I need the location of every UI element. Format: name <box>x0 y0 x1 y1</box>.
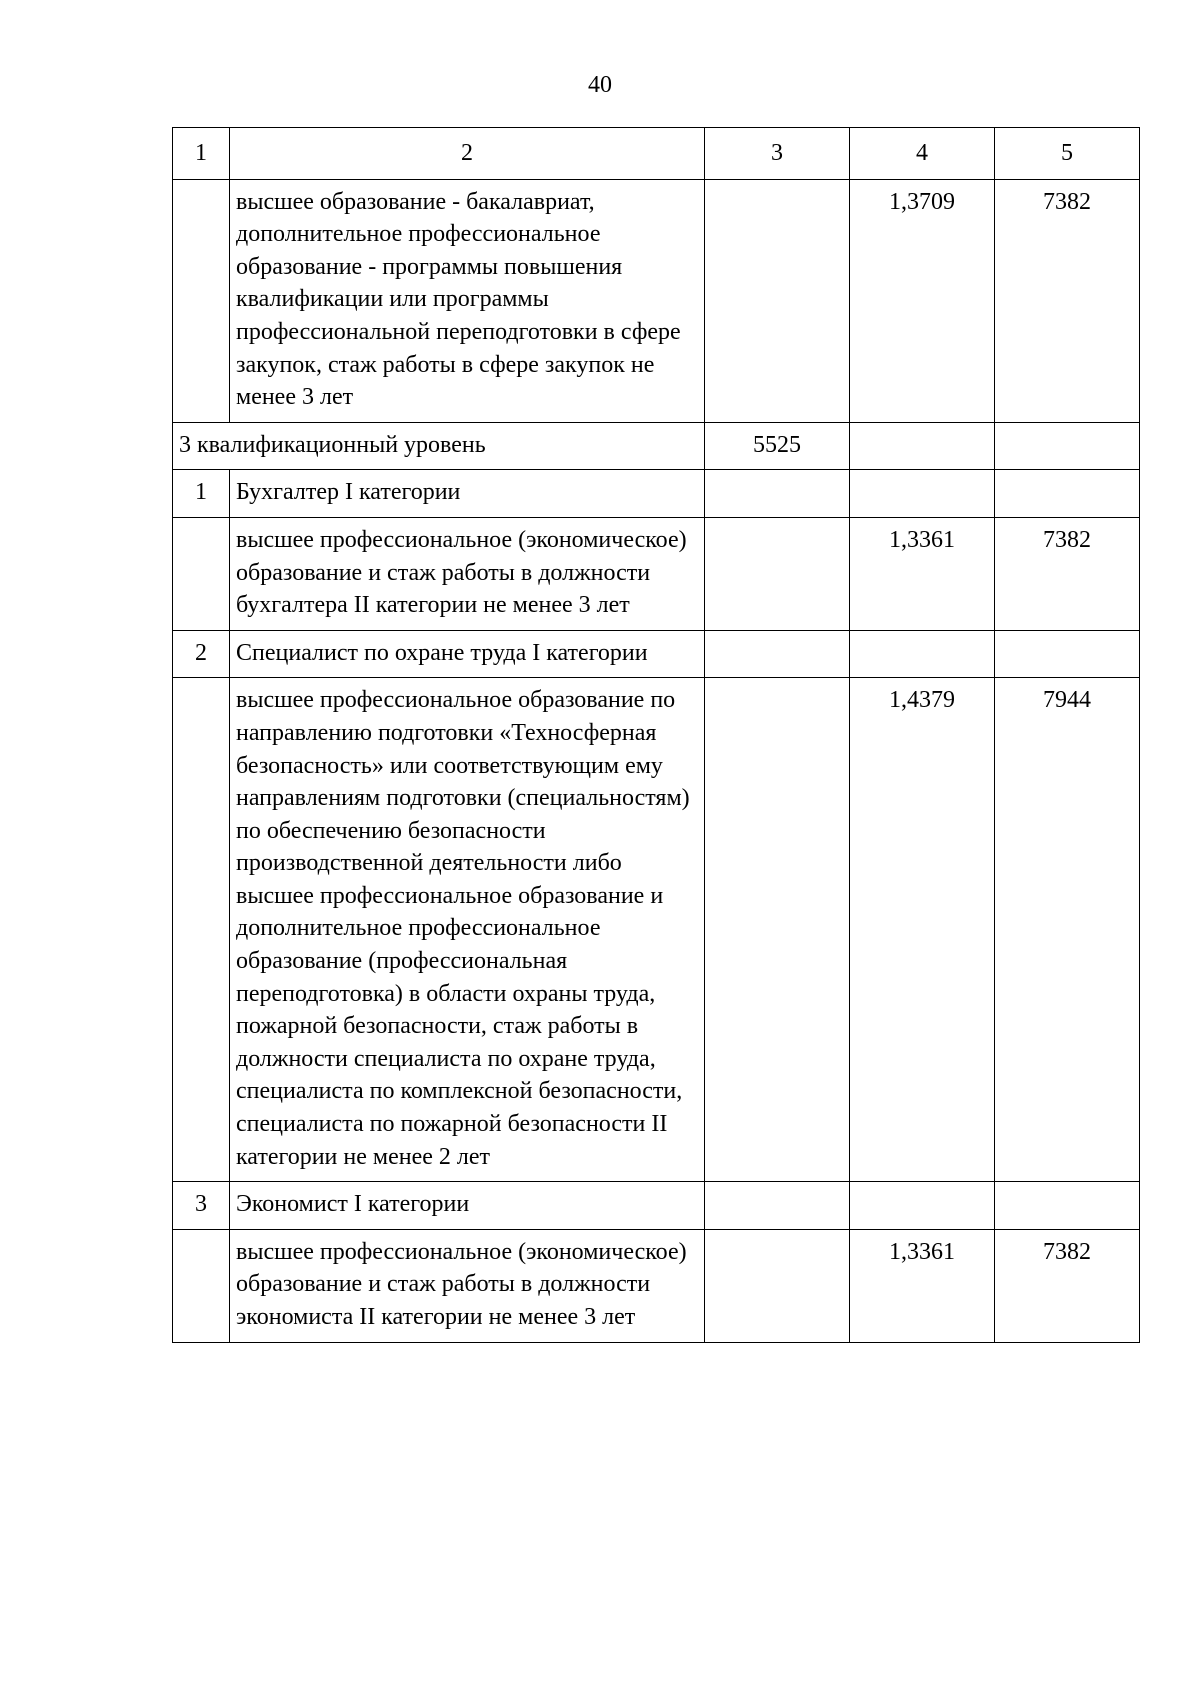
amount-cell: 7382 <box>995 1229 1140 1342</box>
base-salary-cell <box>705 678 850 1182</box>
coefficient-cell <box>850 470 995 518</box>
base-salary-cell <box>705 470 850 518</box>
coefficient-cell <box>850 630 995 678</box>
table-header-row <box>173 128 1140 180</box>
amount-cell <box>995 630 1140 678</box>
requirement-cell: высшее профессиональное (экономическое) образование и стаж работы в должности бухгалтера II категории не менее 3 лет <box>230 517 705 630</box>
coefficient-cell <box>850 422 995 470</box>
row-number-cell <box>173 517 230 630</box>
header-col-5: 5 <box>995 128 1140 180</box>
base-salary-cell: 5525 <box>705 422 850 470</box>
amount-cell: 7382 <box>995 179 1140 422</box>
table-row <box>173 1182 1140 1230</box>
row-number-cell: 1 <box>173 470 230 518</box>
base-salary-cell <box>705 517 850 630</box>
table-row <box>173 1229 1140 1342</box>
base-salary-cell <box>705 630 850 678</box>
qualification-table <box>172 127 1140 1343</box>
header-col-2: 2 <box>230 128 705 180</box>
coefficient-cell <box>850 1182 995 1230</box>
row-number-cell <box>173 179 230 422</box>
coefficient-cell: 1,4379 <box>850 678 995 1182</box>
header-col-1: 1 <box>173 128 230 180</box>
amount-cell <box>995 1182 1140 1230</box>
coefficient-cell: 1,3361 <box>850 517 995 630</box>
position-title-cell: Экономист I категории <box>230 1182 705 1230</box>
base-salary-cell <box>705 1229 850 1342</box>
coefficient-cell: 1,3709 <box>850 179 995 422</box>
header-col-3: 3 <box>705 128 850 180</box>
table-row <box>173 179 1140 422</box>
table-row <box>173 678 1140 1182</box>
requirement-cell: высшее образование - бакалавриат, дополнительное профессиональное образование - программы повышения квалификации или программы профессиональной переподготовки в сфере закупок, стаж работы в сфере закупок не менее 3 лет <box>230 179 705 422</box>
base-salary-cell <box>705 1182 850 1230</box>
amount-cell <box>995 422 1140 470</box>
table-row <box>173 630 1140 678</box>
qualification-level-row <box>173 422 1140 470</box>
row-number-cell: 3 <box>173 1182 230 1230</box>
requirement-cell: высшее профессиональное (экономическое) образование и стаж работы в должности экономиста II категории не менее 3 лет <box>230 1229 705 1342</box>
qualification-level-label: 3 квалификационный уровень <box>173 422 705 470</box>
position-title-cell: Бухгалтер I категории <box>230 470 705 518</box>
amount-cell: 7382 <box>995 517 1140 630</box>
row-number-cell <box>173 1229 230 1342</box>
amount-cell: 7944 <box>995 678 1140 1182</box>
table-row <box>173 517 1140 630</box>
row-number-cell <box>173 678 230 1182</box>
base-salary-cell <box>705 179 850 422</box>
row-number-cell: 2 <box>173 630 230 678</box>
requirement-cell: высшее профессиональное образование по направлению подготовки «Техносферная безопасность» или соответствующим ему направлениям подготовки (специальностям) по обеспечению безопасности производственной деятельности либо высшее профессиональное образование и дополнительное профессиональное образование (профессиональная переподготовка) в области охраны труда, пожарной безопасности, стаж работы в должности специалиста по охране труда, специалиста по комплексной безопасности, специалиста по пожарной безопасности II категории не менее 2 лет <box>230 678 705 1182</box>
amount-cell <box>995 470 1140 518</box>
coefficient-cell: 1,3361 <box>850 1229 995 1342</box>
header-col-4: 4 <box>850 128 995 180</box>
table-row <box>173 470 1140 518</box>
page-number: 40 <box>588 72 612 98</box>
position-title-cell: Специалист по охране труда I категории <box>230 630 705 678</box>
